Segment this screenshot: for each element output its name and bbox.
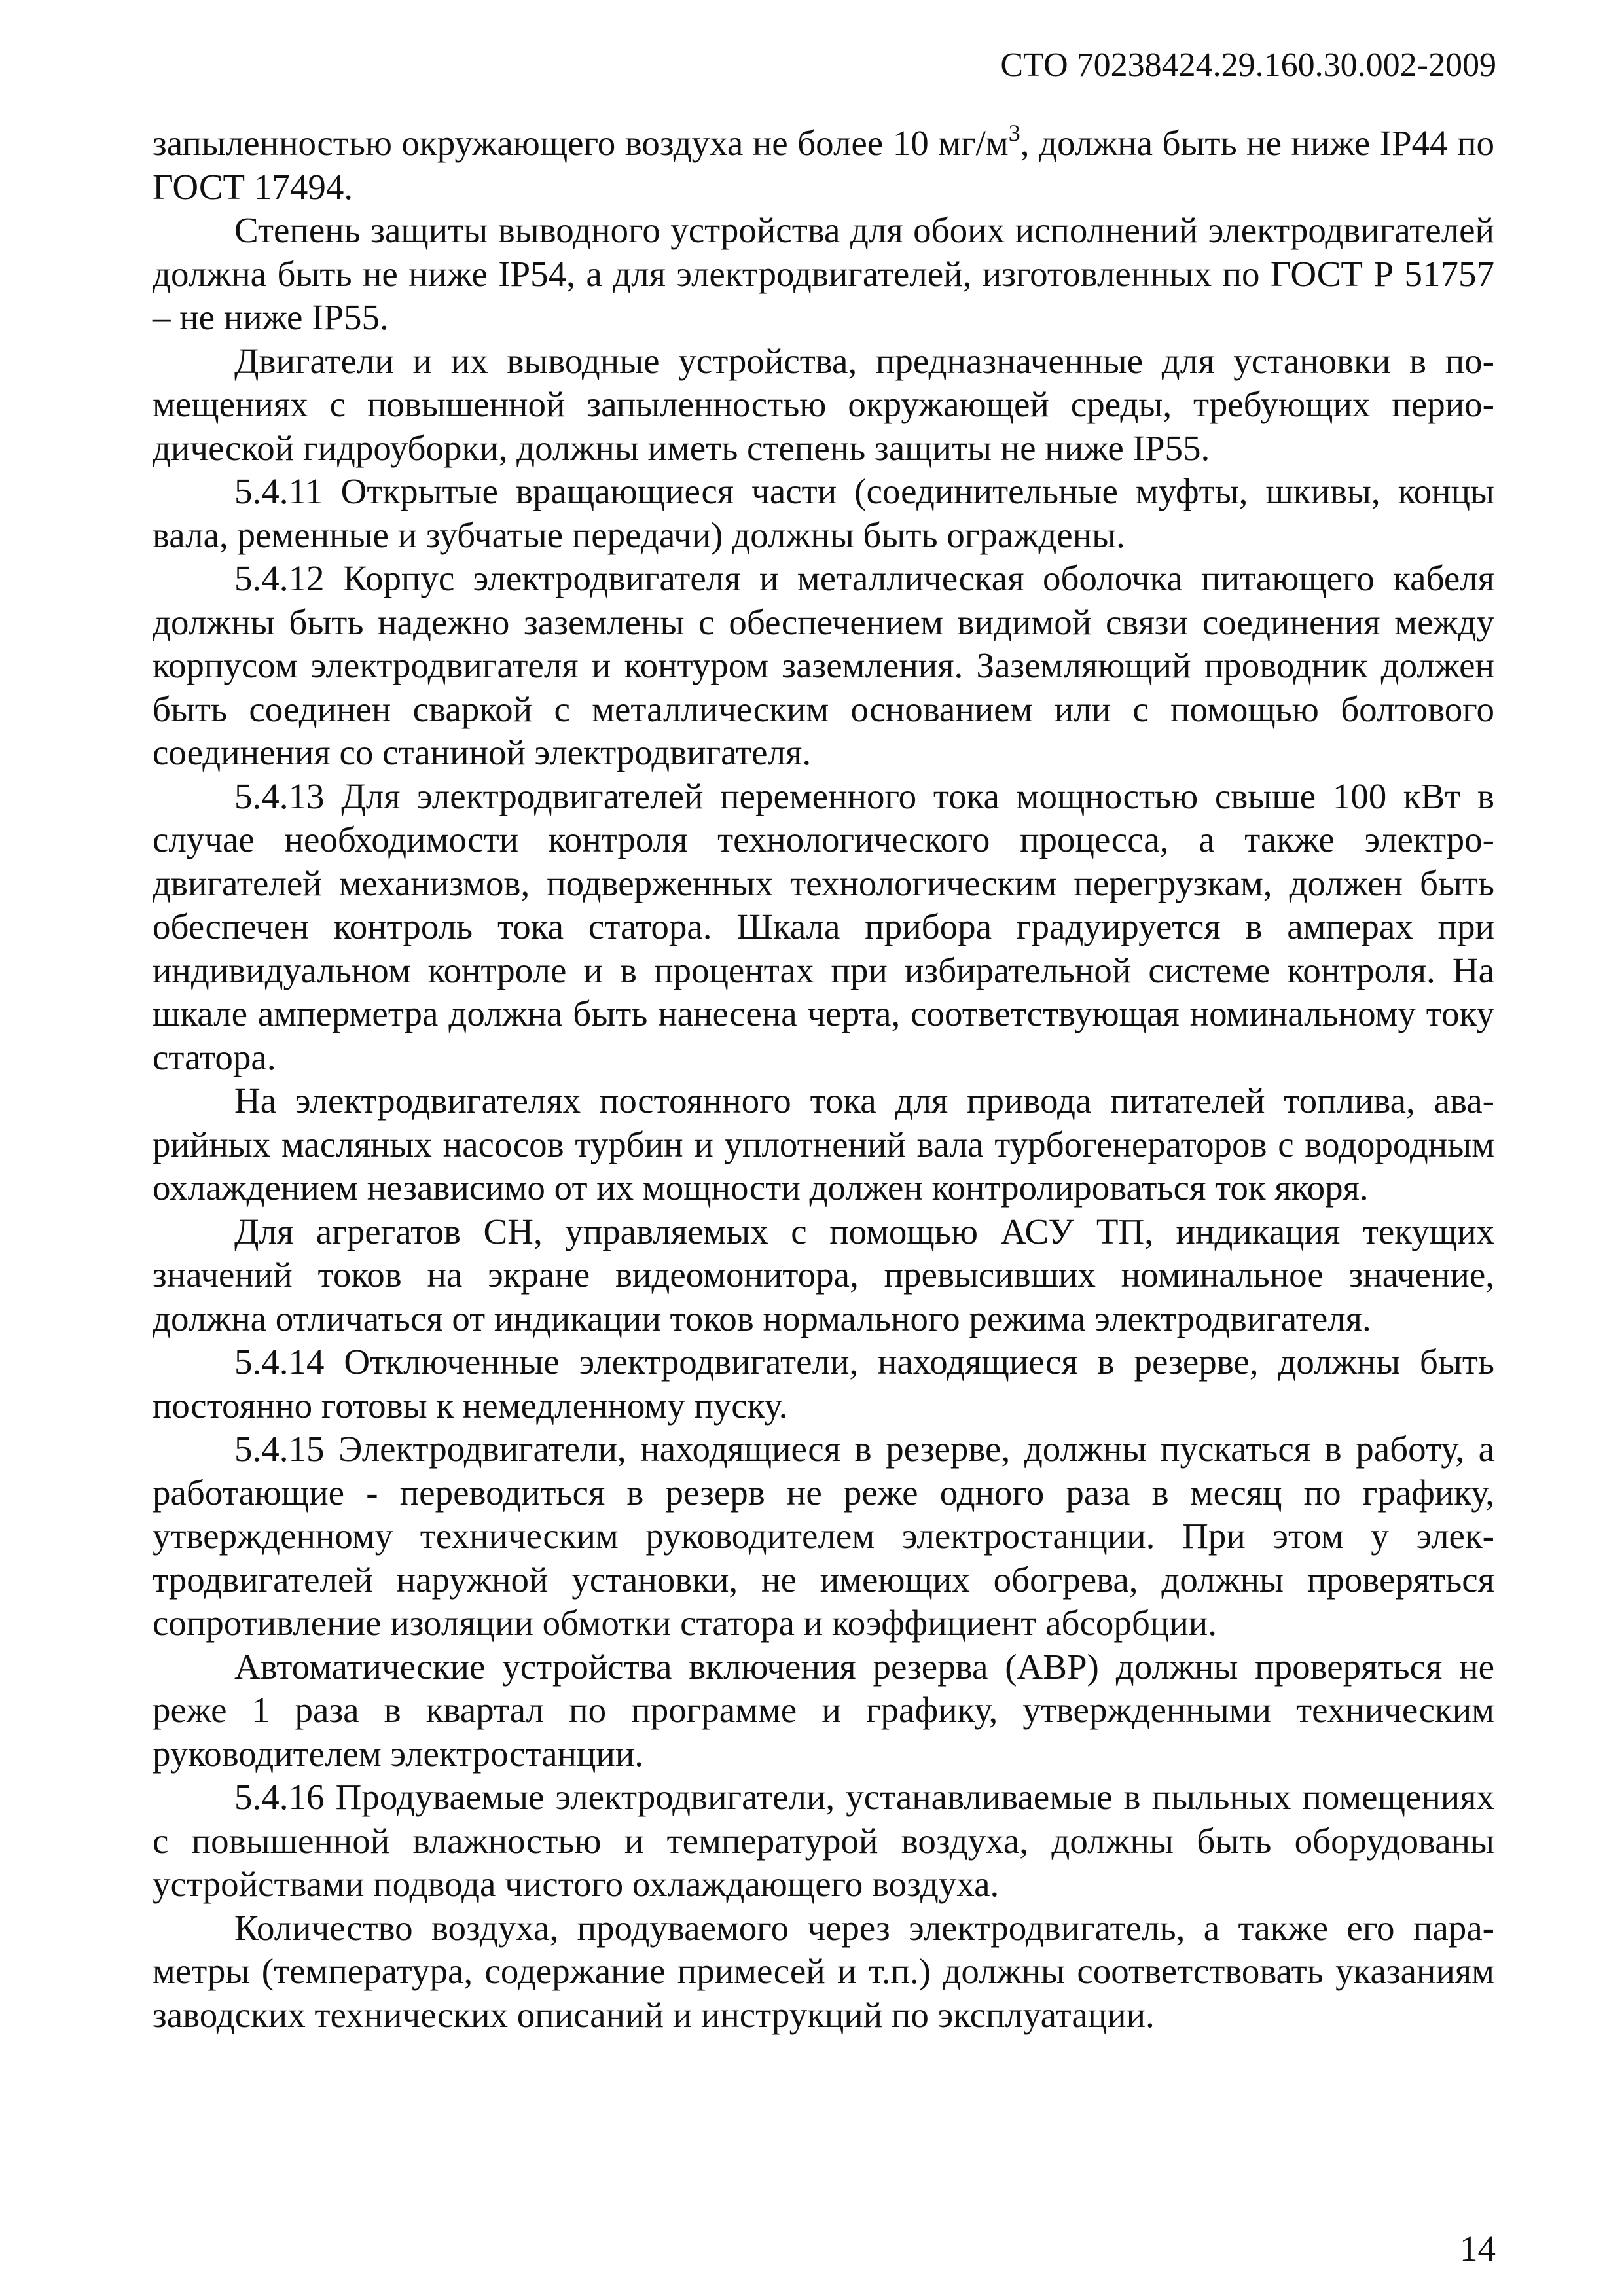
page-number: 14 bbox=[1460, 2229, 1496, 2269]
paragraph-text: Степень защиты выводного устройства для обоих исполнений электродвигателей должна быть не ниже IP54, а для электродвигателей, изготовленных по ГОСТ Р 51757 – не ниже IP55. bbox=[153, 210, 1494, 337]
clause-number: 5.4.14 bbox=[234, 1342, 325, 1382]
document-code-header: СТО 70238424.29.160.30.002-2009 bbox=[1000, 46, 1496, 84]
paragraph-text: Автоматические устройства включения резерва (АВР) должны проверяться не реже 1 раза в квартал по программе и графику, утвержденными техническим руководителем электростанции. bbox=[153, 1646, 1494, 1774]
paragraph-text: Отключенные электродвигатели, находящиеся в резерве, должны быть постоянно готовы к немедленному пуску. bbox=[153, 1342, 1494, 1426]
paragraph-text: Открытые вращающиеся части (соединительные муфты, шкивы, концы вала, ременные и зубчатые передачи) должны быть ограждены. bbox=[153, 471, 1494, 555]
clause-number: 5.4.11 bbox=[234, 471, 323, 511]
clause-number: 5.4.12 bbox=[234, 558, 325, 598]
paragraph bbox=[153, 209, 1494, 340]
paragraph-text: запыленностью окружающего воздуха не более 10 мг/м bbox=[153, 123, 1009, 163]
paragraph bbox=[153, 1079, 1494, 1210]
clause-number: 5.4.16 bbox=[234, 1777, 325, 1817]
clause-5-4-15 bbox=[153, 1427, 1494, 1645]
paragraph-text: Для электродвигателей переменного тока мощностью свыше 100 кВт в случае необходимости контроля технологического процесса, а также электродвигателей механизмов, подверженных технологическим перегрузкам, должен быть обеспечен контроль тока статора. Шкала прибора градуируется в амперах при индивидуальном контроле и в процентах при избирательной системе контроля. На шкале амперметра должна быть нанесена черта, соответствующая номинальному току статора. bbox=[153, 776, 1495, 1077]
paragraph-text: На электродвигателях постоянного тока для привода питателей топлива, аварийных масляных насосов турбин и уплотнений вала турбогенераторов с водородным охлаждением независимо от их мощности должен контролироваться ток якоря. bbox=[153, 1081, 1494, 1208]
clause-5-4-16 bbox=[153, 1776, 1494, 1907]
paragraph-text: Электродвигатели, находящиеся в резерве, должны пускаться в работу, а работающие - переводиться в резерв не реже одного раза в месяц по графику, утвержденному техническим руководителем электростанции. При этом у электродвигателей наружной установки, не имеющих обогрева, должны проверяться сопротивление изоляции обмотки статора и коэффициент абсорбции. bbox=[153, 1429, 1494, 1643]
paragraph bbox=[153, 1645, 1494, 1776]
clause-5-4-14 bbox=[153, 1340, 1494, 1427]
clause-number: 5.4.15 bbox=[234, 1429, 325, 1469]
paragraph-text: Двигатели и их выводные устройства, предназначенные для установки в помещениях с повышенной запыленностью окружающей среды, требующих периодической гидроуборки, должны иметь степень защиты не ниже IP55. bbox=[153, 340, 1494, 468]
paragraph-text: Для агрегатов СН, управляемых с помощью АСУ ТП, индикация текущих значений токов на экране видеомонитора, превысивших номинальное значение, должна отличаться от индикации токов нормального режима электродвигателя. bbox=[153, 1211, 1494, 1338]
paragraph bbox=[153, 1907, 1494, 2037]
paragraph bbox=[153, 340, 1494, 471]
paragraph-text: Продуваемые электродвигатели, устанавливаемые в пыльных помещениях с повышенной влажностью и температурой воздуха, должны быть оборудованы устройствами подвода чистого охлаждающего воздуха. bbox=[153, 1777, 1495, 1904]
clause-5-4-13 bbox=[153, 775, 1494, 1080]
document-body bbox=[153, 122, 1494, 2037]
clause-5-4-12 bbox=[153, 557, 1494, 775]
paragraph bbox=[153, 1210, 1494, 1341]
clause-5-4-11 bbox=[153, 470, 1494, 557]
paragraph-text: , должна быть не ниже IP44 по ГОСТ 17494. bbox=[153, 123, 1494, 207]
paragraph-text: Корпус электродвигателя и металлическая оболочка питающего кабеля должны быть надежно заземлены с обеспечением видимой связи соединения между корпусом электродвигателя и контуром заземления. Заземляющий проводник должен быть соединен сваркой с металлическим основанием или с помощью болтового соединения со станиной электродвигателя. bbox=[153, 558, 1494, 772]
paragraph-text: Количество воздуха, продуваемого через электродвигатель, а также его параметры (температура, содержание примесей и т.п.) должны соответствовать указаниям заводских технических описаний и инструкций по эксплуатации. bbox=[153, 1907, 1494, 2035]
clause-number: 5.4.13 bbox=[234, 776, 325, 816]
superscript-exponent: 3 bbox=[1008, 120, 1020, 146]
paragraph-continuation bbox=[153, 122, 1494, 209]
